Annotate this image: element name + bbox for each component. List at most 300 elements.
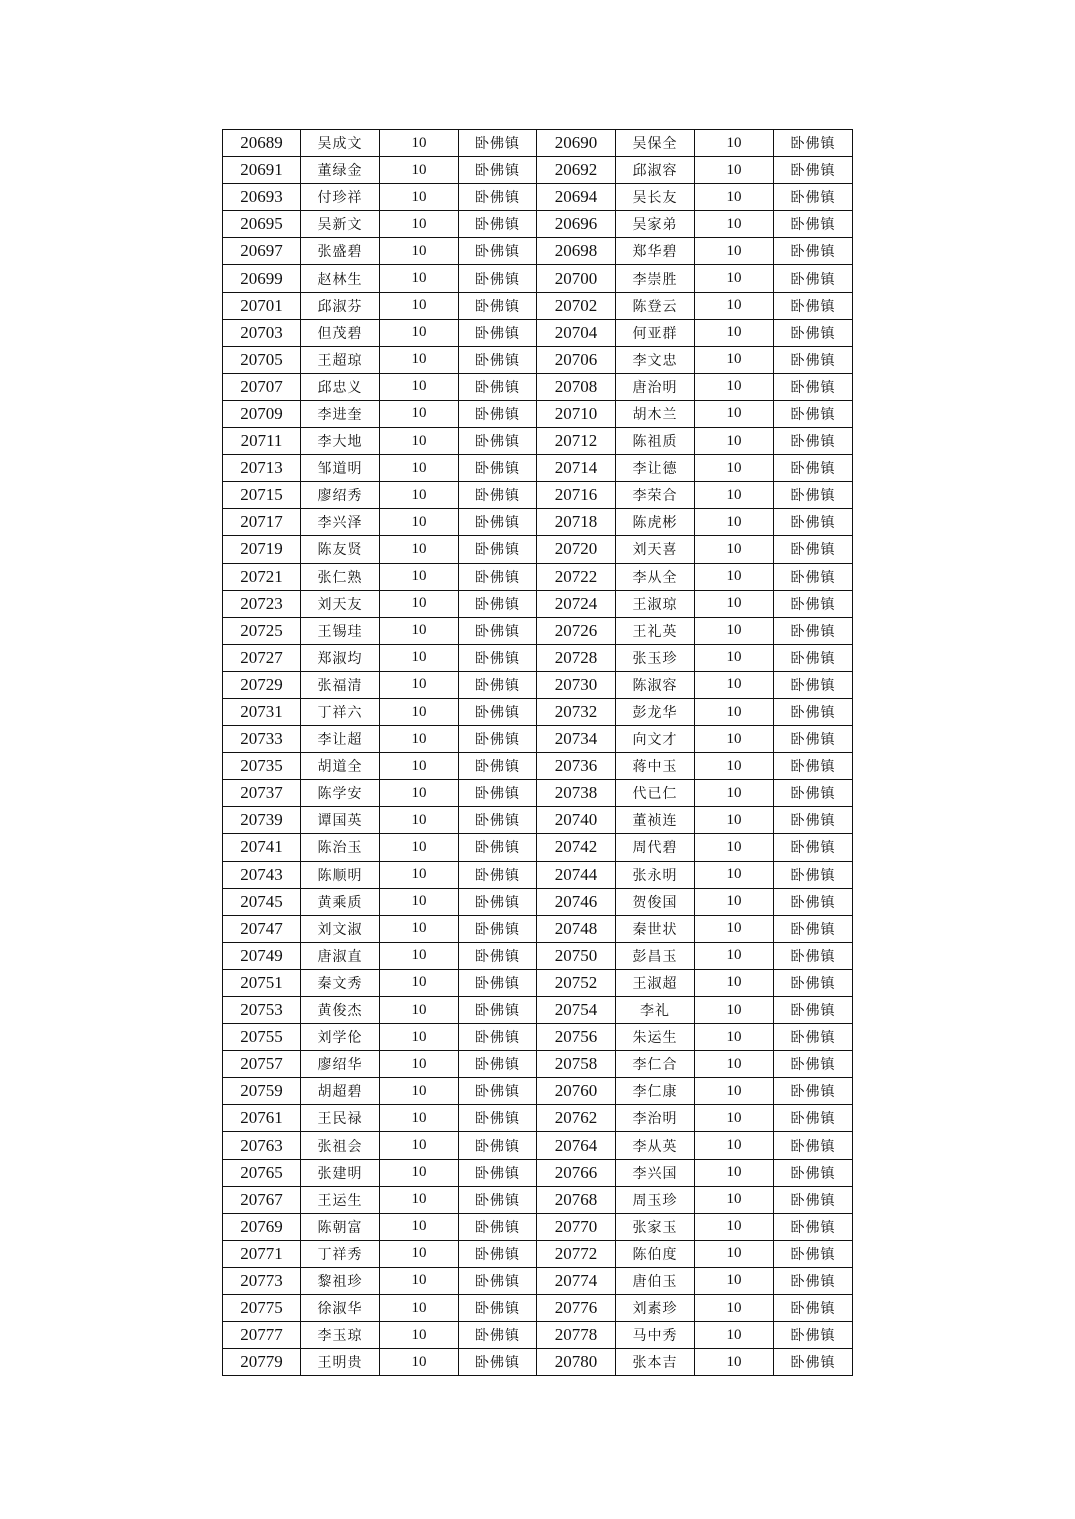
amount-cell: 10 <box>380 211 459 238</box>
record-number-cell: 20736 <box>537 753 616 780</box>
town-name-cell: 卧佛镇 <box>459 509 537 536</box>
person-name-cell: 唐治明 <box>616 373 695 400</box>
town-name-cell: 卧佛镇 <box>774 644 853 671</box>
person-name-cell: 李大地 <box>301 428 380 455</box>
record-number-cell: 20741 <box>223 834 301 861</box>
amount-cell: 10 <box>380 346 459 373</box>
amount-cell: 10 <box>380 780 459 807</box>
town-name-cell: 卧佛镇 <box>459 942 537 969</box>
record-number-cell: 20778 <box>537 1322 616 1349</box>
town-name-cell: 卧佛镇 <box>774 997 853 1024</box>
person-name-cell: 谭国英 <box>301 807 380 834</box>
amount-cell: 10 <box>695 157 774 184</box>
amount-cell: 10 <box>695 536 774 563</box>
person-name-cell: 黎祖珍 <box>301 1267 380 1294</box>
town-name-cell: 卧佛镇 <box>774 969 853 996</box>
amount-cell: 10 <box>380 292 459 319</box>
person-name-cell: 刘天喜 <box>616 536 695 563</box>
table-row <box>223 211 853 238</box>
person-name-cell: 张仁熟 <box>301 563 380 590</box>
record-number-cell: 20748 <box>537 915 616 942</box>
person-name-cell: 丁祥六 <box>301 698 380 725</box>
town-name-cell: 卧佛镇 <box>459 1240 537 1267</box>
town-name-cell: 卧佛镇 <box>459 455 537 482</box>
person-name-cell: 吴保全 <box>616 130 695 157</box>
town-name-cell: 卧佛镇 <box>459 915 537 942</box>
record-number-cell: 20737 <box>223 780 301 807</box>
person-name-cell: 邹道明 <box>301 455 380 482</box>
town-name-cell: 卧佛镇 <box>459 698 537 725</box>
amount-cell: 10 <box>695 1159 774 1186</box>
person-name-cell: 陈祖质 <box>616 428 695 455</box>
person-name-cell: 吴长友 <box>616 184 695 211</box>
amount-cell: 10 <box>380 130 459 157</box>
amount-cell: 10 <box>380 238 459 265</box>
town-name-cell: 卧佛镇 <box>774 238 853 265</box>
person-name-cell: 王锡珪 <box>301 617 380 644</box>
town-name-cell: 卧佛镇 <box>459 969 537 996</box>
amount-cell: 10 <box>380 671 459 698</box>
person-name-cell: 李礼 <box>616 997 695 1024</box>
record-number-cell: 20703 <box>223 319 301 346</box>
town-name-cell: 卧佛镇 <box>774 807 853 834</box>
amount-cell: 10 <box>380 644 459 671</box>
person-name-cell: 王超琼 <box>301 346 380 373</box>
record-number-cell: 20744 <box>537 861 616 888</box>
person-name-cell: 周代碧 <box>616 834 695 861</box>
town-name-cell: 卧佛镇 <box>459 563 537 590</box>
person-name-cell: 唐淑直 <box>301 942 380 969</box>
table-row <box>223 130 853 157</box>
amount-cell: 10 <box>380 400 459 427</box>
table-row <box>223 1024 853 1051</box>
record-number-cell: 20742 <box>537 834 616 861</box>
table-row <box>223 428 853 455</box>
person-name-cell: 李兴国 <box>616 1159 695 1186</box>
amount-cell: 10 <box>380 726 459 753</box>
record-number-cell: 20717 <box>223 509 301 536</box>
record-number-cell: 20738 <box>537 780 616 807</box>
amount-cell: 10 <box>380 617 459 644</box>
person-name-cell: 朱运生 <box>616 1024 695 1051</box>
amount-cell: 10 <box>380 536 459 563</box>
person-name-cell: 赵林生 <box>301 265 380 292</box>
town-name-cell: 卧佛镇 <box>774 319 853 346</box>
town-name-cell: 卧佛镇 <box>774 1213 853 1240</box>
person-name-cell: 张本吉 <box>616 1349 695 1376</box>
person-name-cell: 陈登云 <box>616 292 695 319</box>
person-name-cell: 张家玉 <box>616 1213 695 1240</box>
town-name-cell: 卧佛镇 <box>774 1159 853 1186</box>
amount-cell: 10 <box>695 780 774 807</box>
record-number-cell: 20743 <box>223 861 301 888</box>
record-number-cell: 20766 <box>537 1159 616 1186</box>
amount-cell: 10 <box>380 969 459 996</box>
person-name-cell: 向文才 <box>616 726 695 753</box>
amount-cell: 10 <box>695 428 774 455</box>
amount-cell: 10 <box>380 807 459 834</box>
person-name-cell: 张盛碧 <box>301 238 380 265</box>
town-name-cell: 卧佛镇 <box>774 373 853 400</box>
town-name-cell: 卧佛镇 <box>774 1349 853 1376</box>
person-name-cell: 陈虎彬 <box>616 509 695 536</box>
table-row <box>223 698 853 725</box>
amount-cell: 10 <box>380 1349 459 1376</box>
record-number-cell: 20735 <box>223 753 301 780</box>
town-name-cell: 卧佛镇 <box>459 807 537 834</box>
table-row <box>223 726 853 753</box>
town-name-cell: 卧佛镇 <box>459 265 537 292</box>
record-number-cell: 20726 <box>537 617 616 644</box>
record-number-cell: 20758 <box>537 1051 616 1078</box>
town-name-cell: 卧佛镇 <box>774 698 853 725</box>
amount-cell: 10 <box>695 942 774 969</box>
person-name-cell: 郑华碧 <box>616 238 695 265</box>
town-name-cell: 卧佛镇 <box>774 861 853 888</box>
person-name-cell: 李仁合 <box>616 1051 695 1078</box>
town-name-cell: 卧佛镇 <box>774 780 853 807</box>
record-number-cell: 20718 <box>537 509 616 536</box>
amount-cell: 10 <box>695 1349 774 1376</box>
record-number-cell: 20731 <box>223 698 301 725</box>
record-number-cell: 20771 <box>223 1240 301 1267</box>
record-number-cell: 20699 <box>223 265 301 292</box>
town-name-cell: 卧佛镇 <box>774 563 853 590</box>
person-name-cell: 张玉珍 <box>616 644 695 671</box>
amount-cell: 10 <box>695 400 774 427</box>
record-number-cell: 20732 <box>537 698 616 725</box>
person-name-cell: 胡道全 <box>301 753 380 780</box>
record-number-cell: 20757 <box>223 1051 301 1078</box>
person-name-cell: 李进奎 <box>301 400 380 427</box>
amount-cell: 10 <box>695 292 774 319</box>
town-name-cell: 卧佛镇 <box>459 1349 537 1376</box>
amount-cell: 10 <box>380 1078 459 1105</box>
town-name-cell: 卧佛镇 <box>459 1186 537 1213</box>
amount-cell: 10 <box>380 888 459 915</box>
record-number-cell: 20734 <box>537 726 616 753</box>
record-number-cell: 20747 <box>223 915 301 942</box>
town-name-cell: 卧佛镇 <box>774 292 853 319</box>
amount-cell: 10 <box>695 997 774 1024</box>
table-row <box>223 997 853 1024</box>
person-name-cell: 陈淑容 <box>616 671 695 698</box>
amount-cell: 10 <box>380 184 459 211</box>
record-number-cell: 20764 <box>537 1132 616 1159</box>
amount-cell: 10 <box>380 753 459 780</box>
table-row <box>223 1267 853 1294</box>
town-name-cell: 卧佛镇 <box>774 265 853 292</box>
amount-cell: 10 <box>695 482 774 509</box>
town-name-cell: 卧佛镇 <box>459 482 537 509</box>
record-number-cell: 20745 <box>223 888 301 915</box>
amount-cell: 10 <box>695 617 774 644</box>
amount-cell: 10 <box>380 698 459 725</box>
record-number-cell: 20707 <box>223 373 301 400</box>
table-row <box>223 346 853 373</box>
record-number-cell: 20702 <box>537 292 616 319</box>
amount-cell: 10 <box>695 1051 774 1078</box>
amount-cell: 10 <box>695 726 774 753</box>
town-name-cell: 卧佛镇 <box>774 1240 853 1267</box>
amount-cell: 10 <box>380 997 459 1024</box>
table-row <box>223 1295 853 1322</box>
amount-cell: 10 <box>695 265 774 292</box>
amount-cell: 10 <box>695 888 774 915</box>
table-row <box>223 807 853 834</box>
table-row <box>223 617 853 644</box>
person-name-cell: 王淑超 <box>616 969 695 996</box>
table-row <box>223 1213 853 1240</box>
town-name-cell: 卧佛镇 <box>774 1322 853 1349</box>
table-row <box>223 1159 853 1186</box>
table-row <box>223 482 853 509</box>
table-row <box>223 373 853 400</box>
person-name-cell: 胡木兰 <box>616 400 695 427</box>
amount-cell: 10 <box>380 1213 459 1240</box>
person-name-cell: 陈学安 <box>301 780 380 807</box>
record-number-cell: 20750 <box>537 942 616 969</box>
record-number-cell: 20721 <box>223 563 301 590</box>
person-name-cell: 吴成文 <box>301 130 380 157</box>
record-number-cell: 20696 <box>537 211 616 238</box>
amount-cell: 10 <box>695 644 774 671</box>
town-name-cell: 卧佛镇 <box>774 346 853 373</box>
record-number-cell: 20772 <box>537 1240 616 1267</box>
record-number-cell: 20713 <box>223 455 301 482</box>
table-row <box>223 536 853 563</box>
town-name-cell: 卧佛镇 <box>459 428 537 455</box>
town-name-cell: 卧佛镇 <box>459 997 537 1024</box>
amount-cell: 10 <box>695 1213 774 1240</box>
amount-cell: 10 <box>695 861 774 888</box>
record-number-cell: 20715 <box>223 482 301 509</box>
table-row <box>223 780 853 807</box>
table-row <box>223 1322 853 1349</box>
record-number-cell: 20729 <box>223 671 301 698</box>
town-name-cell: 卧佛镇 <box>459 888 537 915</box>
record-number-cell: 20762 <box>537 1105 616 1132</box>
town-name-cell: 卧佛镇 <box>459 536 537 563</box>
town-name-cell: 卧佛镇 <box>459 130 537 157</box>
record-number-cell: 20763 <box>223 1132 301 1159</box>
record-number-cell: 20767 <box>223 1186 301 1213</box>
amount-cell: 10 <box>380 563 459 590</box>
record-number-cell: 20780 <box>537 1349 616 1376</box>
table-row <box>223 1240 853 1267</box>
town-name-cell: 卧佛镇 <box>459 346 537 373</box>
town-name-cell: 卧佛镇 <box>459 861 537 888</box>
town-name-cell: 卧佛镇 <box>459 1213 537 1240</box>
record-number-cell: 20756 <box>537 1024 616 1051</box>
person-name-cell: 秦世状 <box>616 915 695 942</box>
person-name-cell: 董祯连 <box>616 807 695 834</box>
amount-cell: 10 <box>695 319 774 346</box>
town-name-cell: 卧佛镇 <box>459 1105 537 1132</box>
person-name-cell: 王淑琼 <box>616 590 695 617</box>
person-name-cell: 李崇胜 <box>616 265 695 292</box>
record-number-cell: 20723 <box>223 590 301 617</box>
table-row <box>223 1186 853 1213</box>
table-row <box>223 1051 853 1078</box>
table-row <box>223 265 853 292</box>
amount-cell: 10 <box>695 807 774 834</box>
town-name-cell: 卧佛镇 <box>459 1078 537 1105</box>
person-name-cell: 蒋中玉 <box>616 753 695 780</box>
record-number-cell: 20692 <box>537 157 616 184</box>
town-name-cell: 卧佛镇 <box>459 1295 537 1322</box>
record-number-cell: 20716 <box>537 482 616 509</box>
town-name-cell: 卧佛镇 <box>459 211 537 238</box>
person-name-cell: 刘天友 <box>301 590 380 617</box>
record-number-cell: 20746 <box>537 888 616 915</box>
town-name-cell: 卧佛镇 <box>774 888 853 915</box>
town-name-cell: 卧佛镇 <box>459 1024 537 1051</box>
amount-cell: 10 <box>380 861 459 888</box>
person-name-cell: 张福清 <box>301 671 380 698</box>
person-name-cell: 陈友贤 <box>301 536 380 563</box>
person-name-cell: 王礼英 <box>616 617 695 644</box>
amount-cell: 10 <box>380 1240 459 1267</box>
amount-cell: 10 <box>695 753 774 780</box>
town-name-cell: 卧佛镇 <box>459 780 537 807</box>
table-row <box>223 671 853 698</box>
town-name-cell: 卧佛镇 <box>459 726 537 753</box>
table-row <box>223 1132 853 1159</box>
amount-cell: 10 <box>695 211 774 238</box>
table-row <box>223 455 853 482</box>
amount-cell: 10 <box>695 373 774 400</box>
amount-cell: 10 <box>695 1132 774 1159</box>
record-number-cell: 20698 <box>537 238 616 265</box>
table-row <box>223 834 853 861</box>
amount-cell: 10 <box>695 238 774 265</box>
record-number-cell: 20706 <box>537 346 616 373</box>
amount-cell: 10 <box>380 373 459 400</box>
table-row <box>223 292 853 319</box>
town-name-cell: 卧佛镇 <box>774 428 853 455</box>
town-name-cell: 卧佛镇 <box>459 753 537 780</box>
record-number-cell: 20779 <box>223 1349 301 1376</box>
amount-cell: 10 <box>695 1024 774 1051</box>
person-name-cell: 李文忠 <box>616 346 695 373</box>
amount-cell: 10 <box>380 590 459 617</box>
amount-cell: 10 <box>695 834 774 861</box>
amount-cell: 10 <box>380 319 459 346</box>
record-number-cell: 20701 <box>223 292 301 319</box>
amount-cell: 10 <box>695 1267 774 1294</box>
table-row <box>223 509 853 536</box>
person-name-cell: 张永明 <box>616 861 695 888</box>
amount-cell: 10 <box>695 1322 774 1349</box>
town-name-cell: 卧佛镇 <box>774 509 853 536</box>
person-name-cell: 彭昌玉 <box>616 942 695 969</box>
record-number-cell: 20769 <box>223 1213 301 1240</box>
person-name-cell: 贺俊国 <box>616 888 695 915</box>
record-number-cell: 20761 <box>223 1105 301 1132</box>
record-number-cell: 20700 <box>537 265 616 292</box>
town-name-cell: 卧佛镇 <box>774 1186 853 1213</box>
person-name-cell: 王明贵 <box>301 1349 380 1376</box>
record-number-cell: 20694 <box>537 184 616 211</box>
table-row <box>223 644 853 671</box>
town-name-cell: 卧佛镇 <box>459 617 537 644</box>
person-name-cell: 邱淑芬 <box>301 292 380 319</box>
table-row <box>223 184 853 211</box>
amount-cell: 10 <box>695 1240 774 1267</box>
person-name-cell: 吴家弟 <box>616 211 695 238</box>
person-name-cell: 付珍祥 <box>301 184 380 211</box>
amount-cell: 10 <box>695 1105 774 1132</box>
record-number-cell: 20727 <box>223 644 301 671</box>
amount-cell: 10 <box>695 671 774 698</box>
person-name-cell: 马中秀 <box>616 1322 695 1349</box>
amount-cell: 10 <box>380 265 459 292</box>
record-number-cell: 20724 <box>537 590 616 617</box>
person-name-cell: 张建明 <box>301 1159 380 1186</box>
person-name-cell: 徐淑华 <box>301 1295 380 1322</box>
person-name-cell: 李从英 <box>616 1132 695 1159</box>
table-row <box>223 1078 853 1105</box>
town-name-cell: 卧佛镇 <box>774 1132 853 1159</box>
town-name-cell: 卧佛镇 <box>774 130 853 157</box>
town-name-cell: 卧佛镇 <box>774 1105 853 1132</box>
record-number-cell: 20755 <box>223 1024 301 1051</box>
person-name-cell: 李让超 <box>301 726 380 753</box>
town-name-cell: 卧佛镇 <box>774 1078 853 1105</box>
record-number-cell: 20768 <box>537 1186 616 1213</box>
record-number-cell: 20751 <box>223 969 301 996</box>
record-number-cell: 20712 <box>537 428 616 455</box>
amount-cell: 10 <box>695 130 774 157</box>
town-name-cell: 卧佛镇 <box>459 1322 537 1349</box>
amount-cell: 10 <box>380 1267 459 1294</box>
person-name-cell: 但茂碧 <box>301 319 380 346</box>
amount-cell: 10 <box>695 1078 774 1105</box>
record-number-cell: 20728 <box>537 644 616 671</box>
record-number-cell: 20710 <box>537 400 616 427</box>
town-name-cell: 卧佛镇 <box>774 536 853 563</box>
record-number-cell: 20711 <box>223 428 301 455</box>
town-name-cell: 卧佛镇 <box>459 292 537 319</box>
amount-cell: 10 <box>695 184 774 211</box>
amount-cell: 10 <box>380 1051 459 1078</box>
amount-cell: 10 <box>695 698 774 725</box>
person-name-cell: 李玉琼 <box>301 1322 380 1349</box>
person-name-cell: 何亚群 <box>616 319 695 346</box>
amount-cell: 10 <box>695 509 774 536</box>
amount-cell: 10 <box>380 1186 459 1213</box>
town-name-cell: 卧佛镇 <box>774 915 853 942</box>
person-name-cell: 王运生 <box>301 1186 380 1213</box>
town-name-cell: 卧佛镇 <box>774 942 853 969</box>
table-row <box>223 915 853 942</box>
town-name-cell: 卧佛镇 <box>774 157 853 184</box>
amount-cell: 10 <box>695 915 774 942</box>
town-name-cell: 卧佛镇 <box>459 184 537 211</box>
record-number-cell: 20689 <box>223 130 301 157</box>
person-name-cell: 吴新文 <box>301 211 380 238</box>
amount-cell: 10 <box>695 455 774 482</box>
record-number-cell: 20704 <box>537 319 616 346</box>
record-number-cell: 20725 <box>223 617 301 644</box>
record-number-cell: 20777 <box>223 1322 301 1349</box>
town-name-cell: 卧佛镇 <box>459 1132 537 1159</box>
person-name-cell: 董绿金 <box>301 157 380 184</box>
amount-cell: 10 <box>380 157 459 184</box>
town-name-cell: 卧佛镇 <box>459 590 537 617</box>
town-name-cell: 卧佛镇 <box>459 400 537 427</box>
